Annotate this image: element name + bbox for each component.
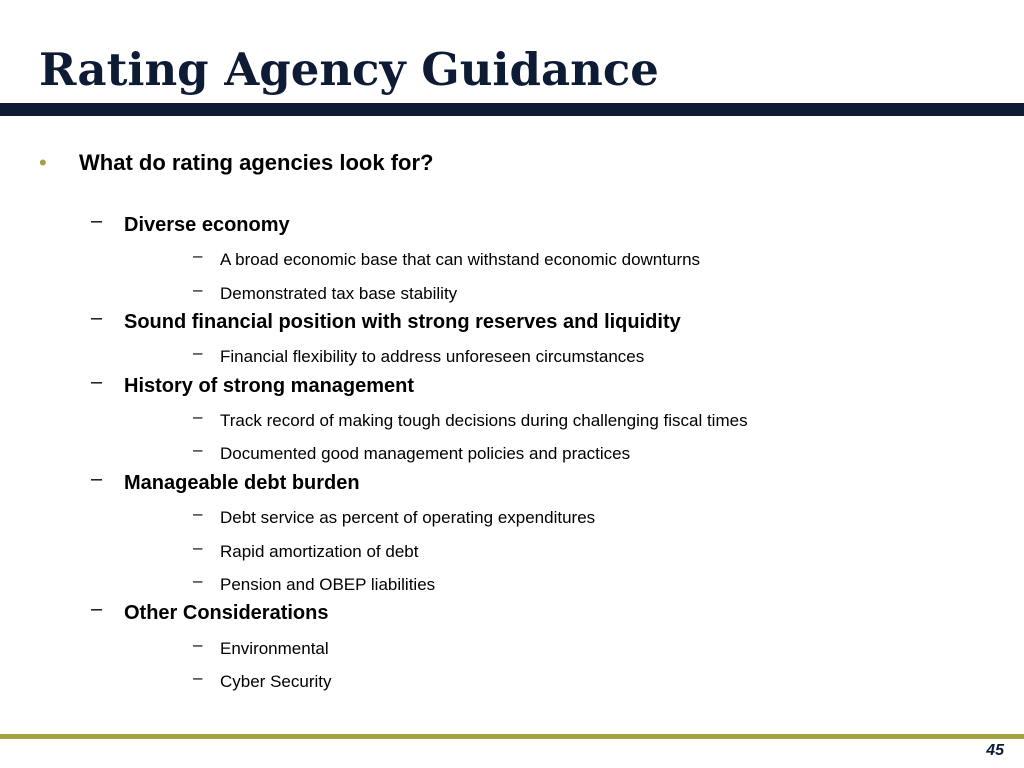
list-item-text: Track record of making tough decisions during challenging fiscal times (220, 411, 748, 430)
dash-marker: – (193, 668, 203, 687)
bullet-marker: • (39, 150, 47, 175)
list-item-text: Financial flexibility to address unforeseen circumstances (220, 347, 645, 366)
dash-marker: – (193, 504, 203, 523)
title-divider (0, 103, 1024, 116)
page-number: 45 (986, 742, 1004, 759)
list-item-text: Documented good management policies and practices (220, 444, 631, 463)
slide-title: Rating Agency Guidance (39, 43, 659, 96)
dash-marker: – (91, 598, 103, 620)
list-item-text: Environmental (220, 639, 329, 658)
dash-marker: – (91, 210, 103, 232)
section-heading: History of strong management (124, 375, 415, 397)
section-heading: Sound financial position with strong reserves and liquidity (124, 311, 681, 333)
dash-marker: – (193, 246, 203, 265)
list-item-text: Demonstrated tax base stability (220, 284, 458, 303)
dash-marker: – (91, 371, 103, 393)
dash-marker: – (91, 468, 103, 490)
list-item-text: Rapid amortization of debt (220, 542, 419, 561)
section-heading: Other Considerations (124, 602, 329, 624)
section-heading: Manageable debt burden (124, 472, 360, 494)
footer-divider (0, 734, 1024, 739)
list-item-text: Debt service as percent of operating expenditures (220, 508, 596, 527)
dash-marker: – (193, 343, 203, 362)
dash-marker: – (193, 280, 203, 299)
list-item-text: Pension and OBEP liabilities (220, 575, 436, 594)
dash-marker: – (193, 440, 203, 459)
dash-marker: – (193, 635, 203, 654)
list-item-text: Cyber Security (220, 672, 332, 691)
main-question: What do rating agencies look for? (79, 150, 434, 175)
dash-marker: – (91, 307, 103, 329)
dash-marker: – (193, 538, 203, 557)
list-item-text: A broad economic base that can withstand economic downturns (220, 250, 701, 269)
section-heading: Diverse economy (124, 214, 290, 236)
dash-marker: – (193, 407, 203, 426)
dash-marker: – (193, 571, 203, 590)
